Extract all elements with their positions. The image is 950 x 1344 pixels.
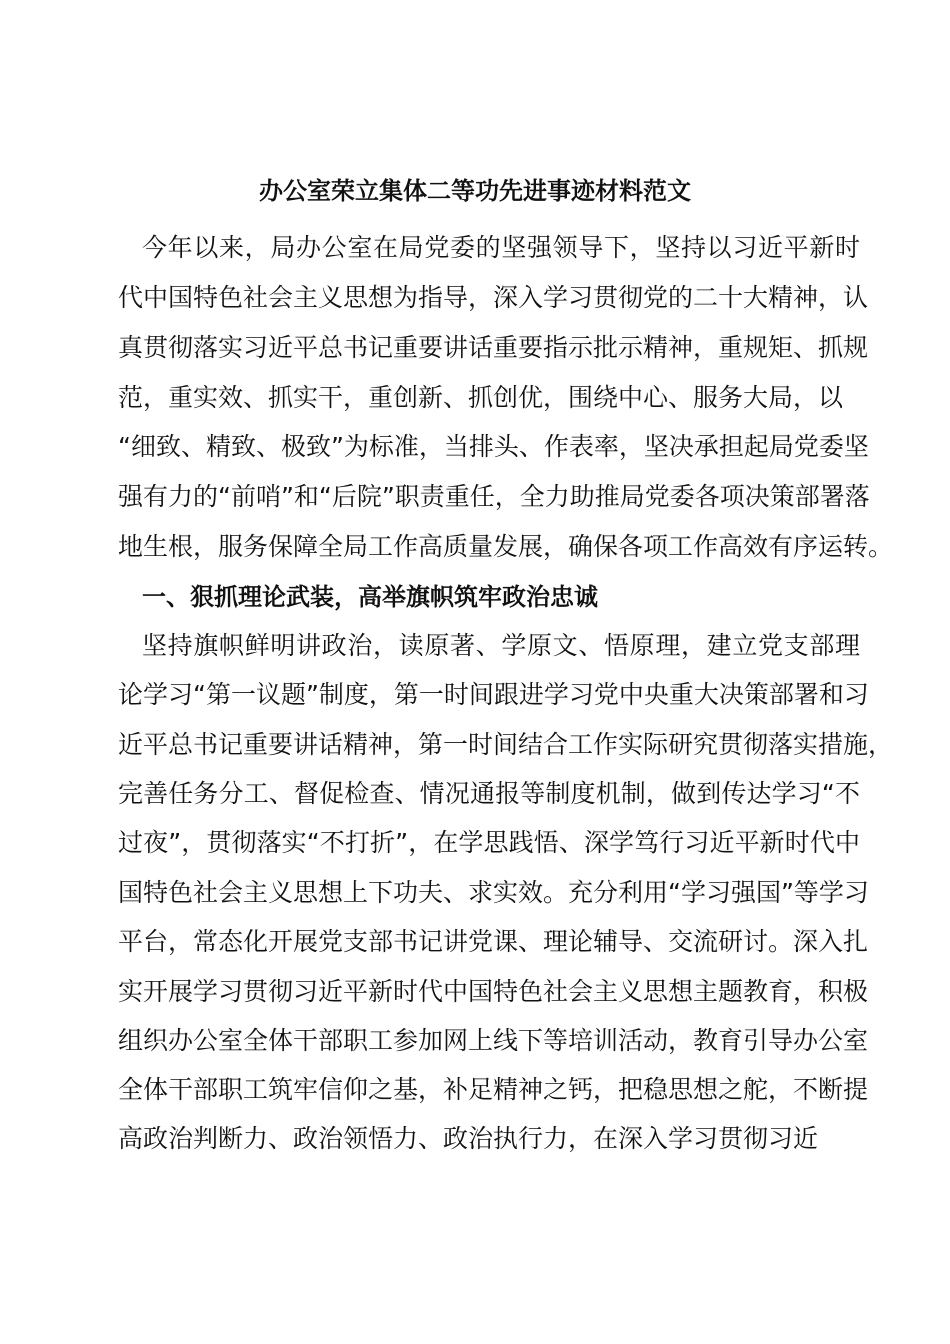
- paragraph-line: 平台，常态化开展党支部书记讲党课、理论辅导、交流研讨。深入扎: [118, 927, 869, 956]
- paragraph-line: 今年以来，局办公室在局党委的坚强领导下，坚持以习近平新时: [142, 233, 860, 262]
- paragraph-line: 实开展学习贯彻习近平新时代中国特色社会主义思想主题教育，积极: [118, 977, 869, 1006]
- document-title: 办公室荣立集体二等功先进事迹材料范文: [259, 177, 691, 205]
- paragraph-line: 过夜”，贯彻落实“不打折”，在学思践悟、深学笃行习近平新时代中: [118, 828, 860, 857]
- paragraph-line: 组织办公室全体干部职工参加网上线下等培训活动，教育引导办公室: [118, 1026, 869, 1055]
- paragraph-line: 地生根，服务保障全局工作高质量发展，确保各项工作高效有序运转。: [118, 532, 894, 561]
- paragraph-line: 代中国特色社会主义思想为指导，深入学习贯彻党的二十大精神，认: [118, 283, 869, 312]
- paragraph-line: 国特色社会主义思想上下功夫、求实效。充分利用“学习强国”等学习: [118, 878, 869, 907]
- paragraph-line: 范，重实效、抓实干，重创新、抓创优，围绕中心、服务大局，以: [118, 383, 844, 412]
- paragraph-line: 近平总书记重要讲话精神，第一时间结合工作实际研究贯彻落实措施，: [118, 730, 894, 759]
- paragraph-line: 完善任务分工、督促检查、情况通报等制度机制，做到传达学习“不: [118, 779, 860, 808]
- paragraph-line: “细致、精致、极致”为标准，当排头、作表率，坚决承担起局党委坚: [118, 432, 869, 461]
- paragraph-line: 真贯彻落实习近平总书记重要讲话重要指示批示精神，重规矩、抓规: [118, 333, 869, 362]
- paragraph-line: 论学习“第一议题”制度，第一时间跟进学习党中央重大决策部署和习: [118, 680, 869, 709]
- paragraph-line: 高政治判断力、政治领悟力、政治执行力，在深入学习贯彻习近: [118, 1124, 819, 1153]
- section-heading: 一、狠抓理论武装，高举旗帜筑牢政治忠诚: [142, 583, 598, 611]
- paragraph-line: 坚持旗帜鲜明讲政治，读原著、学原文、悟原理，建立党支部理: [142, 631, 860, 660]
- paragraph-line: 全体干部职工筑牢信仰之基，补足精神之钙，把稳思想之舵，不断提: [118, 1075, 869, 1104]
- paragraph-line: 强有力的“前哨”和“后院”职责重任，全力助推局党委各项决策部署落: [118, 482, 870, 511]
